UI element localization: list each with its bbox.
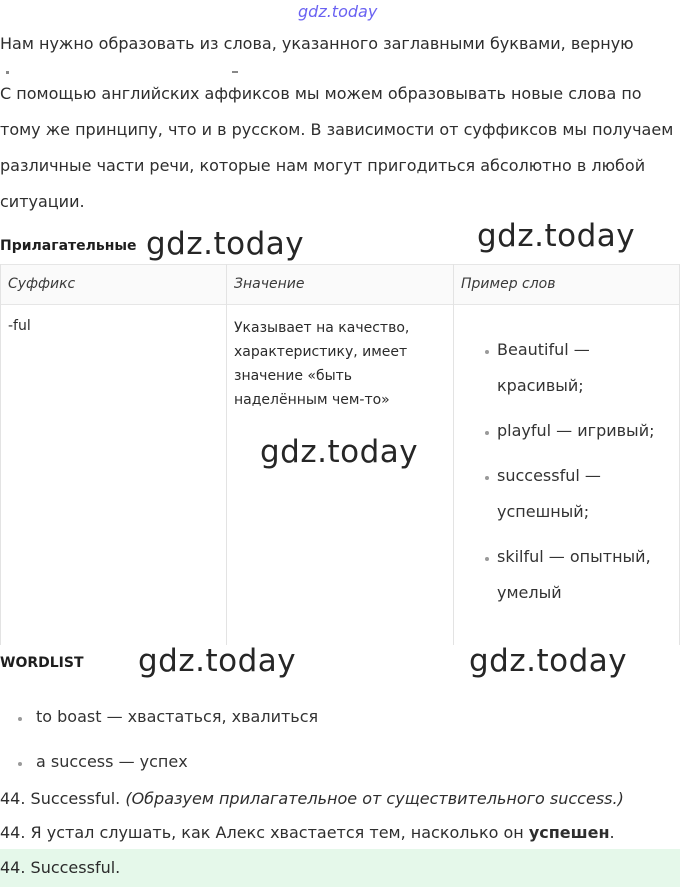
- bullet-icon: [485, 476, 489, 480]
- watermark: gdz.today: [146, 226, 305, 262]
- list-item: skilful — опытный,: [497, 547, 651, 566]
- watermark: gdz.today: [469, 643, 628, 679]
- meaning-line: значение «быть: [234, 368, 353, 384]
- meaning-line: характеристику, имеет: [234, 344, 408, 360]
- wordlist-item: to boast — хвастаться, хвалиться: [36, 707, 319, 726]
- wordlist-title: WORDLIST: [0, 655, 84, 671]
- header-meaning: Значение: [234, 276, 305, 292]
- bullet-icon: [18, 762, 22, 766]
- header-examples: Пример слов: [461, 276, 556, 292]
- watermark: gdz.today: [477, 218, 636, 254]
- intro-paragraph-line-4: ситуации.: [0, 192, 85, 211]
- intro-paragraph-line-3: различные части речи, которые нам могут пригодиться абсолютно в любой: [0, 156, 646, 175]
- final-answer-text: 44. Successful.: [0, 858, 121, 877]
- intro-paragraph-line-2: тому же принципу, что и в русском. В зависимости от суффиксов мы получаем: [0, 120, 674, 139]
- list-item: Beautiful —: [497, 340, 590, 359]
- translation-end: .: [609, 823, 615, 842]
- answer-line-2: [0, 823, 615, 842]
- wordlist-item: a success — успех: [36, 752, 188, 771]
- cell-suffix: -ful: [8, 318, 31, 334]
- answer-word: 44. Successful.: [0, 789, 126, 808]
- list-item: playful — игривый;: [497, 421, 655, 440]
- bullet-icon: [485, 557, 489, 561]
- intro-paragraph-line-1: С помощью английских аффиксов мы можем образовывать новые слова по: [0, 84, 642, 103]
- cropped-text-fragment: [0, 70, 240, 74]
- list-item: successful —: [497, 466, 601, 485]
- meaning-line: Указывает на качество,: [234, 320, 410, 336]
- meaning-line: наделённым чем-то»: [234, 392, 390, 408]
- bullet-icon: [485, 350, 489, 354]
- suffix-table: [0, 264, 680, 645]
- watermark-top: gdz.today: [298, 2, 378, 21]
- header-suffix: Суффикс: [8, 276, 76, 292]
- bullet-icon: [485, 431, 489, 435]
- bullet-icon: [18, 717, 22, 721]
- cell-meaning: [234, 316, 444, 412]
- table-header-row: [0, 264, 680, 305]
- watermark: gdz.today: [260, 434, 419, 470]
- section-title: Прилагательные: [0, 238, 137, 254]
- watermark: gdz.today: [138, 643, 297, 679]
- list-item-continued: умелый: [497, 583, 562, 602]
- final-answer-box: [0, 849, 680, 887]
- translation-text: 44. Я устал слушать, как Алекс хвастается тем, насколько он: [0, 823, 529, 842]
- answer-line-1: [0, 789, 624, 808]
- list-item-continued: красивый;: [497, 376, 584, 395]
- list-item-continued: успешный;: [497, 502, 590, 521]
- translation-highlight: успешен: [528, 823, 610, 842]
- answer-explanation: (Образуем прилагательное от существительного success.): [125, 789, 624, 808]
- intro-line-1: Нам нужно образовать из слова, указанного заглавными буквами, верную: [0, 34, 634, 53]
